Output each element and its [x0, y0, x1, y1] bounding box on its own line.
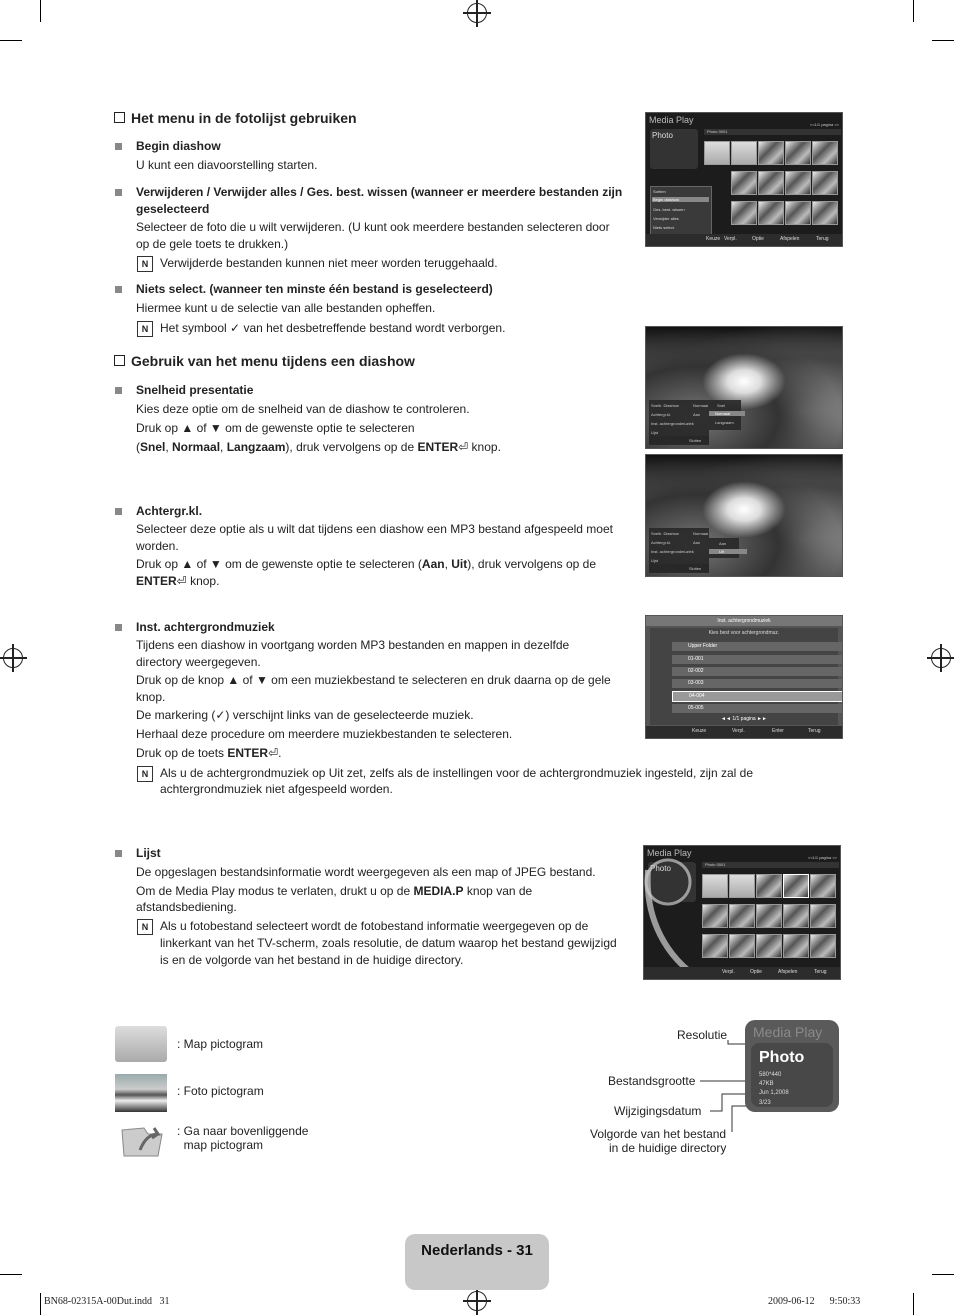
screenshot-slideshow-bg — [645, 454, 843, 577]
photo-thumbnail — [758, 141, 784, 165]
item-text: op de gele toets te drukken.) — [136, 237, 289, 251]
photo-thumbnail — [731, 171, 757, 195]
folder-label: Photo 0001 — [702, 862, 839, 868]
option-item[interactable]: Aan — [719, 541, 727, 546]
item-text: De opgeslagen bestandsinformatie wordt weergegeven als een map of JPEG bestand. — [136, 865, 596, 879]
folder-icon — [704, 141, 730, 165]
slideshow-menu: Snelh. Diashow Normaal Achtergr.kl. Aan Inst. achtergrondmuziek Lijst — [649, 528, 709, 572]
note-text: Verwijderde bestanden kunnen niet meer worden teruggehaald. — [160, 256, 498, 270]
photo-thumbnail — [785, 141, 811, 165]
registration-mark — [467, 3, 487, 23]
bullet-icon — [115, 508, 122, 515]
bottom-bar: Keuze Verpl. Optie Afspelen Terug — [646, 234, 842, 246]
crop-mark — [913, 1293, 914, 1315]
note-text: achtergrondmuziek niet afgespeeld worden. — [160, 782, 393, 796]
crop-mark — [40, 1293, 41, 1315]
menu-item[interactable]: Verwijder alles — [653, 216, 679, 221]
note-text: linkerkant van het TV-scherm, zoals resolutie, de datum waarop het bestand gewijzigd — [160, 936, 617, 950]
card-panel — [751, 1043, 833, 1107]
size-value: 47KB — [759, 1081, 774, 1087]
item-title: Begin diashow — [136, 139, 221, 153]
music-list: Kies best voor achtergrondmuz. Upper Folder 01-001 02-002 03-003 04-004 05-005 ◄◄ 1/1 pagina ►► — [650, 628, 838, 725]
registration-mark — [3, 648, 23, 668]
bullet-icon — [115, 850, 122, 857]
menu-item[interactable]: Sortien — [653, 189, 666, 194]
page-indicator: ◄◄ 1/1 pagina ►► — [721, 716, 767, 722]
bg-options — [709, 538, 739, 558]
menu-item[interactable]: Niets select. — [653, 225, 675, 230]
note-icon: N — [137, 919, 153, 935]
dialog-title: Inst. achtergrondmuziek — [646, 616, 842, 626]
photo-icon — [115, 1074, 167, 1112]
enter-icon: ⏎ — [458, 440, 469, 454]
item-text: Druk op de toets ENTER⏎. — [136, 746, 282, 760]
screenshot-media-play-menu — [645, 112, 843, 247]
item-text: afstandsbediening. — [136, 900, 237, 914]
card-title: Media Play — [753, 1024, 823, 1040]
photo-thumbnail — [758, 171, 784, 195]
list-item[interactable]: Upper Folder — [672, 642, 843, 651]
note-icon: N — [137, 256, 153, 272]
crop-mark — [40, 0, 41, 22]
arrow-icon — [644, 846, 840, 980]
folder-icon — [731, 141, 757, 165]
note-icon: N — [137, 321, 153, 337]
checkmark-icon: ✓ — [230, 321, 241, 335]
close-button[interactable]: Sluiten — [689, 438, 702, 443]
callout-label: in de huidige directory — [609, 1141, 727, 1155]
page-indicator: <<1/1 pagina >> — [807, 855, 837, 860]
photo-thumbnail — [812, 141, 838, 165]
option-item[interactable]: Normaal — [709, 411, 745, 416]
bottom-bar: Verpl. Optie Afspelen Terug — [644, 967, 840, 979]
crop-mark — [0, 40, 22, 41]
menu-item[interactable]: Begin diashow — [652, 197, 709, 202]
info-card — [745, 1020, 839, 1112]
registration-mark — [931, 648, 951, 668]
item-text: Selecteer deze optie als u wilt dat tijdens een diashow een MP3 bestand afgespeeld moet — [136, 522, 613, 536]
option-item[interactable]: Langzaam — [715, 420, 734, 425]
photo-thumbnail — [812, 171, 838, 195]
slideshow-menu: Snelh. Diashow Normaal Achtergr.kl. Aan Inst. achtergrondmuziek Lijst — [649, 400, 709, 444]
bullet-icon — [115, 624, 122, 631]
screenshot-music-select — [645, 615, 843, 739]
list-item[interactable]: 04-004 — [672, 691, 843, 702]
item-text: ENTER⏎ knop. — [136, 574, 220, 588]
upper-folder-icon — [118, 1120, 168, 1160]
item-text: Selecteer de foto die u wilt verwijderen. (U kunt ook meerdere bestanden selecteren door — [136, 220, 610, 234]
timestamp: 2009-06-12 9:50:33 — [768, 1296, 861, 1307]
item-text: worden. — [136, 539, 179, 553]
section-heading: Het menu in de fotolijst gebruiken — [114, 110, 357, 126]
info-panel: Photo — [648, 862, 696, 902]
close-bar — [649, 564, 709, 573]
checkmark-icon: ✓ — [215, 708, 226, 722]
crop-mark — [932, 1274, 954, 1275]
screen-title: Media Play — [647, 848, 692, 858]
item-text: Druk op de knop ▲ of ▼ om een muziekbestand te selecteren en druk daarna op de gele — [136, 673, 611, 687]
item-text: Herhaal deze procedure om meerdere muziekbestanden te selecteren. — [136, 727, 513, 741]
card-heading: Photo — [759, 1049, 805, 1066]
screenshot-list — [643, 845, 841, 980]
list-item[interactable]: 01-001 — [672, 655, 843, 664]
item-text: Kies deze optie om de snelheid van de diashow te controleren. — [136, 402, 470, 416]
note-text: Het symbool ✓ van het desbetreffende bestand wordt verborgen. — [160, 321, 506, 335]
item-text: Druk op ▲ of ▼ om de gewenste optie te selecteren — [136, 421, 415, 435]
legend-label: : Map pictogram — [177, 1037, 264, 1051]
list-item[interactable]: 05-005 — [672, 704, 843, 713]
registration-mark — [467, 1291, 487, 1311]
item-text: knop. — [136, 690, 166, 704]
callout-label: Bestandsgrootte — [608, 1074, 696, 1088]
page-badge — [405, 1234, 549, 1290]
page-number: Nederlands - 31 — [421, 1242, 533, 1259]
photo-thumbnail — [785, 171, 811, 195]
item-text: Druk op ▲ of ▼ om de gewenste optie te selecteren (Aan, Uit), druk vervolgens op de — [136, 557, 596, 571]
photo-thumbnail — [812, 201, 838, 225]
bullet-icon — [115, 286, 122, 293]
item-text: Tijdens een diashow in voortgang worden MP3 bestanden en mappen in dezelfde — [136, 638, 570, 652]
enter-icon: ⏎ — [176, 574, 187, 588]
screen-title: Media Play — [649, 115, 694, 125]
page-indicator: <<1/1 pagina >> — [809, 122, 839, 127]
photo-thumbnail — [785, 201, 811, 225]
item-title: Verwijderen / Verwijder alles / Ges. best. wissen (wanneer er meerdere bestanden zijn — [136, 185, 623, 199]
date-value: Jun 1,2008 — [759, 1090, 789, 1096]
item-title: Inst. achtergrondmuziek — [136, 620, 275, 634]
enter-icon: ⏎ — [268, 746, 279, 760]
item-text: Hiermee kunt u de selectie van alle bestanden opheffen. — [136, 301, 436, 315]
section-heading: Gebruik van het menu tijdens een diashow — [114, 353, 415, 369]
item-text: Om de Media Play modus te verlaten, drukt u op de MEDIA.P knop van de — [136, 884, 533, 898]
crop-mark — [913, 0, 914, 22]
screenshot-slideshow-speed — [645, 326, 843, 449]
resolution-value: 580*440 — [759, 1072, 782, 1078]
crop-mark — [0, 1274, 22, 1275]
photo-thumbnail — [758, 201, 784, 225]
order-value: 3/23 — [759, 1100, 771, 1106]
item-text: directory weergegeven. — [136, 655, 261, 669]
note-text: is en de volgorde van het bestand in de huidige directory. — [160, 953, 464, 967]
bullet-icon — [115, 189, 122, 196]
legend-label: : Ga naar bovenliggende — [177, 1124, 309, 1138]
callout-label: Wijzigingsdatum — [614, 1104, 702, 1118]
legend-label: map pictogram — [177, 1138, 264, 1152]
bullet-icon — [115, 387, 122, 394]
note-icon: N — [137, 766, 153, 782]
close-bar — [649, 436, 709, 445]
item-title: geselecteerd — [136, 202, 210, 216]
item-text: (Snel, Normaal, Langzaam), druk vervolgens op de ENTER⏎ knop. — [136, 440, 501, 454]
folder-label: Photo 0001 — [704, 129, 841, 135]
item-text: De markering (✓) verschijnt links van de geselecteerde muziek. — [136, 708, 474, 722]
file-name: BN68-02315A-00Dut.indd 31 — [44, 1296, 170, 1307]
info-panel: Photo — [650, 129, 698, 169]
item-title: Snelheid presentatie — [136, 383, 254, 397]
option-item[interactable]: Snel — [717, 403, 726, 408]
menu-item[interactable]: Ges. best. wissen — [653, 207, 685, 212]
photo-thumbnail — [731, 201, 757, 225]
list-item[interactable]: 02-002 — [672, 667, 843, 676]
callout-label: Volgorde van het bestand — [590, 1127, 727, 1141]
callout-label: Resolutie — [677, 1028, 728, 1042]
item-text: U kunt een diavoorstelling starten. — [136, 158, 318, 172]
item-title: Lijst — [136, 846, 161, 860]
folder-icon — [115, 1026, 167, 1062]
option-item[interactable]: Uit — [709, 549, 747, 554]
note-text: Als u fotobestand selecteert wordt de fotobestand informatie weergegeven op de — [160, 919, 589, 933]
note-text: Als u de achtergrondmuziek op Uit zet, zelfs als de instellingen voor de achtergrondmuziek ingesteld, zijn zal de — [160, 766, 753, 780]
close-button[interactable]: Sluiten — [689, 566, 702, 571]
speed-options — [709, 400, 741, 430]
item-title: Niets select. (wanneer ten minste één bestand is geselecteerd) — [136, 282, 493, 296]
list-item[interactable]: 03-003 — [672, 679, 843, 688]
legend-label: : Foto pictogram — [177, 1084, 264, 1098]
item-title: Achtergr.kl. — [136, 504, 203, 518]
crop-mark — [932, 40, 954, 41]
bullet-icon — [115, 143, 122, 150]
bottom-bar: Keuze Verpl. Enter Terug — [646, 726, 842, 738]
